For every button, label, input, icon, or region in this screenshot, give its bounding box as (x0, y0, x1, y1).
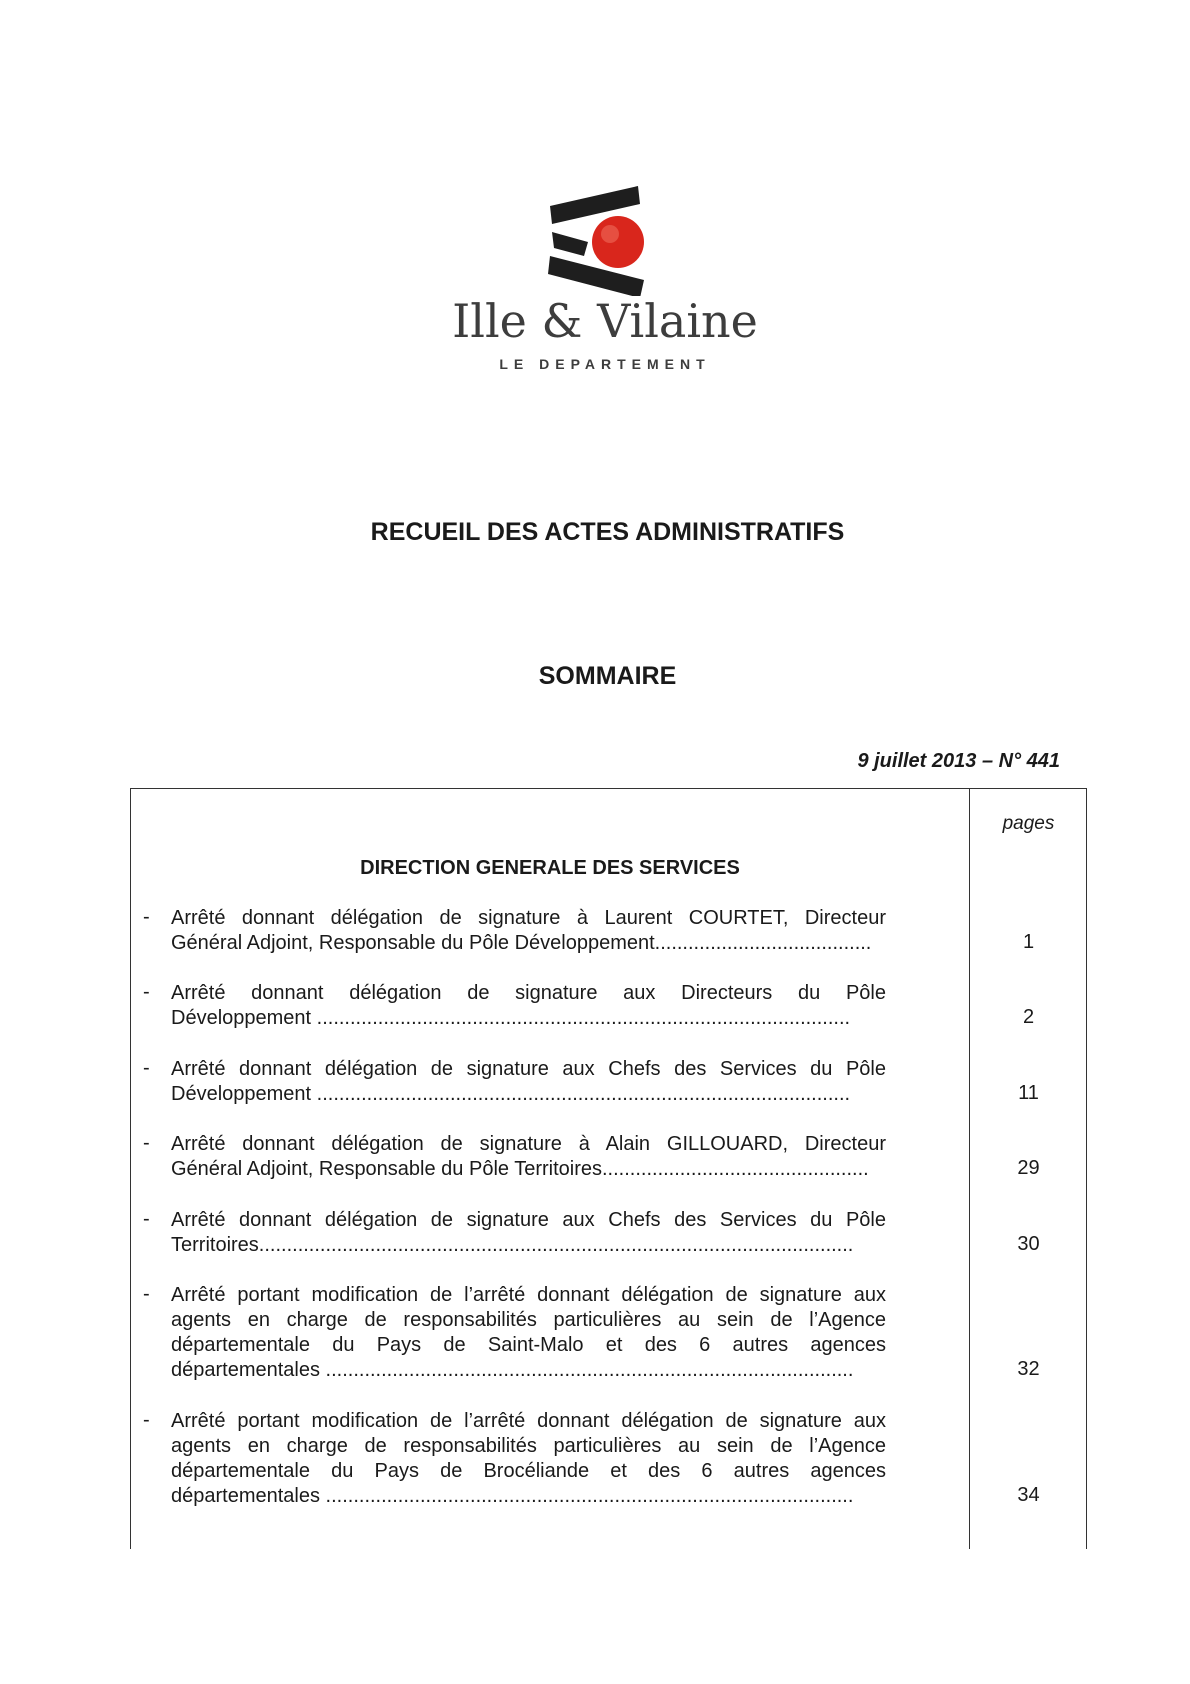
toc-entry-page: 2 (1022, 1006, 1035, 1028)
toc-entry-line: Arrêté portant modification de l’arrêté donnant délégation de signature aux (171, 1284, 886, 1306)
bullet-dash: - (143, 981, 150, 1003)
bullet-dash: - (143, 1132, 150, 1154)
toc-entry-page: 32 (1017, 1358, 1040, 1380)
toc-entry-line: Arrêté donnant délégation de signature aux Chefs des Services du Pôle (171, 1209, 886, 1231)
issue-date-number: 9 juillet 2013 – N° 441 (857, 750, 1060, 772)
toc-entry-line: départementales ............................................................................................... (171, 1485, 854, 1507)
bullet-dash: - (143, 1057, 150, 1079)
bullet-dash: - (143, 1208, 150, 1230)
department-logo (440, 170, 770, 380)
toc-entry-line: départementale du Pays de Brocéliande et des 6 autres agences (171, 1460, 886, 1482)
toc-entry-line: Général Adjoint, Responsable du Pôle Territoires................................................ (171, 1158, 869, 1180)
toc-entry-line: Arrêté donnant délégation de signature à Laurent COURTET, Directeur (171, 907, 886, 929)
bullet-dash: - (143, 1283, 150, 1305)
section-heading: DIRECTION GENERALE DES SERVICES (360, 857, 740, 879)
logo-subtitle: LE DEPARTEMENT (499, 356, 711, 372)
toc-entry-line: Arrêté donnant délégation de signature aux Chefs des Services du Pôle (171, 1058, 886, 1080)
toc-entry-page: 29 (1017, 1157, 1040, 1179)
toc-entry-text (171, 906, 886, 956)
toc-entry-line: Arrêté donnant délégation de signature à Alain GILLOUARD, Directeur (171, 1133, 886, 1155)
bullet-dash: - (143, 906, 150, 928)
toc-entry-line: Général Adjoint, Responsable du Pôle Développement....................................... (171, 932, 872, 954)
toc-entry-line: agents en charge de responsabilités particulières au sein de l’Agence (171, 1309, 886, 1331)
toc-entry-page: 34 (1017, 1484, 1040, 1506)
toc-entry-line: départementale du Pays de Saint-Malo et des 6 autres agences (171, 1334, 886, 1356)
logo-emblem-icon (548, 186, 658, 296)
toc-entry-text (171, 1283, 886, 1383)
toc-entry-page: 11 (1018, 1082, 1039, 1104)
pages-column-header: pages (1002, 813, 1055, 834)
toc-entry-text (171, 981, 886, 1031)
logo-name: Ille & Vilaine (452, 294, 758, 348)
document-title: RECUEIL DES ACTES ADMINISTRATIFS (370, 518, 845, 546)
toc-entry-line: départementales ............................................................................................... (171, 1359, 854, 1381)
table-of-contents (130, 788, 1087, 1549)
toc-entry-line: agents en charge de responsabilités particulières au sein de l’Agence (171, 1435, 886, 1457)
toc-entry-text (171, 1132, 886, 1182)
document-subtitle: SOMMAIRE (538, 662, 677, 690)
toc-entry-line: Territoires........................................................................................................... (171, 1234, 854, 1256)
bullet-dash: - (143, 1409, 150, 1431)
toc-entry-text (171, 1057, 886, 1107)
toc-entry-text (171, 1208, 886, 1258)
toc-entry-text (171, 1409, 886, 1509)
column-divider (969, 789, 970, 1549)
toc-entry-page: 1 (1022, 931, 1035, 953)
toc-entry-page: 30 (1017, 1233, 1040, 1255)
toc-entry-line: Développement ................................................................................................ (171, 1007, 851, 1029)
toc-entry-line: Arrêté donnant délégation de signature aux Directeurs du Pôle (171, 982, 886, 1004)
toc-entry-line: Développement ................................................................................................ (171, 1083, 851, 1105)
toc-entry-line: Arrêté portant modification de l’arrêté donnant délégation de signature aux (171, 1410, 886, 1432)
